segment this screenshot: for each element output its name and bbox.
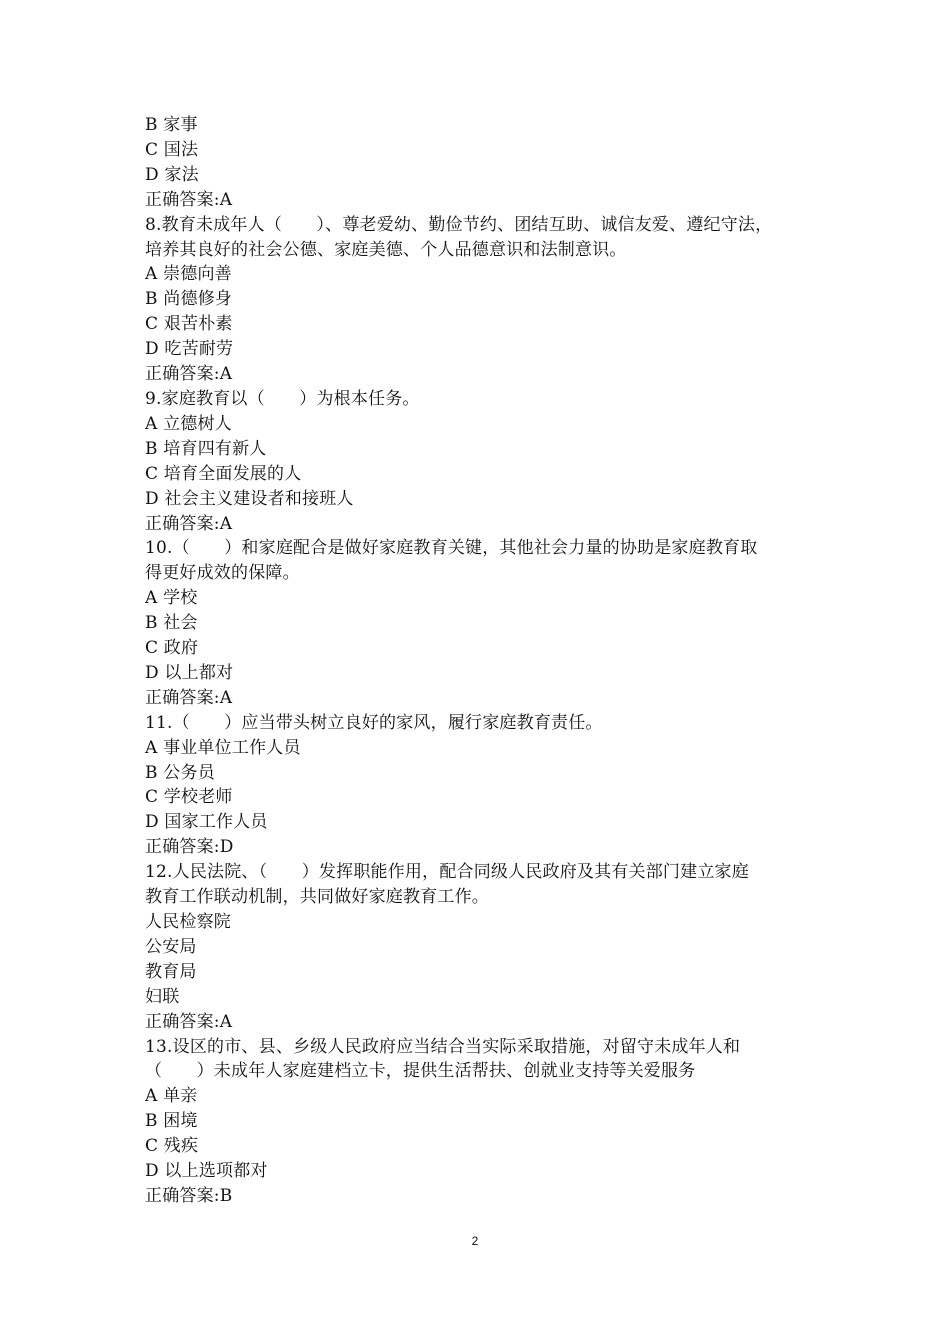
option-line: 人民检察院 [145,912,231,932]
option-a-line: A 学校 [145,588,198,609]
option-d-line: D 社会主义建设者和接班人 [145,488,354,509]
question-13-line-2: （ ）未成年人家庭建档立卡，提供生活帮扶、创就业支持等关爱服务 [145,1061,696,1082]
option-b-line: B 困境 [145,1111,198,1132]
option-c-line: C 艰苦朴素 [145,314,233,335]
question-11-line: 11.（ ）应当带头树立良好的家风，履行家庭教育责任。 [145,712,603,733]
option-d-line: D 以上都对 [145,662,234,683]
option-a-line: A 事业单位工作人员 [145,737,301,758]
question-8-line-2: 培养其良好的社会公德、家庭美德、个人品德意识和法制意识。 [145,239,627,260]
answer-line: 正确答案:D [145,837,234,858]
option-d-line: D 家法 [145,164,199,185]
option-line: 公安局 [145,936,197,957]
option-b-line: B 培育四有新人 [145,438,267,459]
option-d-line: D 国家工作人员 [145,812,268,833]
option-c-line: C 国法 [145,139,199,160]
option-line: 教育局 [145,961,197,982]
option-b-line: B 家事 [145,115,198,135]
answer-line: 正确答案:A [145,513,233,534]
option-b-line: B 尚德修身 [145,289,233,310]
option-d-line: D 吃苦耐劳 [145,339,234,360]
question-10-line-1: 10.（ ）和家庭配合是做好家庭教育关键，其他社会力量的协助是家庭教育取 [145,538,758,559]
option-a-line: A 立德树人 [145,413,232,434]
answer-line: 正确答案:A [145,364,233,385]
question-10-line-2: 得更好成效的保障。 [145,563,300,584]
answer-line: 正确答案:A [145,1011,233,1032]
option-c-line: C 残疾 [145,1136,199,1157]
question-12-line-1: 12.人民法院、（ ）发挥职能作用，配合同级人民政府及其有关部门建立家庭 [145,862,749,883]
page-number: 2 [471,1234,479,1248]
question-13-line-1: 13.设区的市、县、乡级人民政府应当结合当实际采取措施，对留守未成年人和 [145,1036,741,1057]
option-a-line: A 崇德向善 [145,264,232,285]
option-a-line: A 单亲 [145,1086,198,1107]
option-c-line: C 学校老师 [145,787,233,808]
option-c-line: C 培育全面发展的人 [145,463,302,484]
option-b-line: B 社会 [145,613,198,634]
answer-line: 正确答案:B [145,1185,233,1206]
answer-line: 正确答案:A [145,189,233,210]
question-list [145,113,815,1209]
option-line: 妇联 [145,986,180,1007]
answer-line: 正确答案:A [145,687,233,708]
question-8-line-1: 8.教育未成年人（ ）、尊老爱幼、勤俭节约、团结互助、诚信友爱、遵纪守法， [145,214,773,235]
question-9-line: 9.家庭教育以（ ）为根本任务。 [145,388,420,409]
option-d-line: D 以上选项都对 [145,1161,268,1182]
option-b-line: B 公务员 [145,762,215,783]
option-c-line: C 政府 [145,638,199,659]
question-12-line-2: 教育工作联动机制，共同做好家庭教育工作。 [145,887,489,908]
